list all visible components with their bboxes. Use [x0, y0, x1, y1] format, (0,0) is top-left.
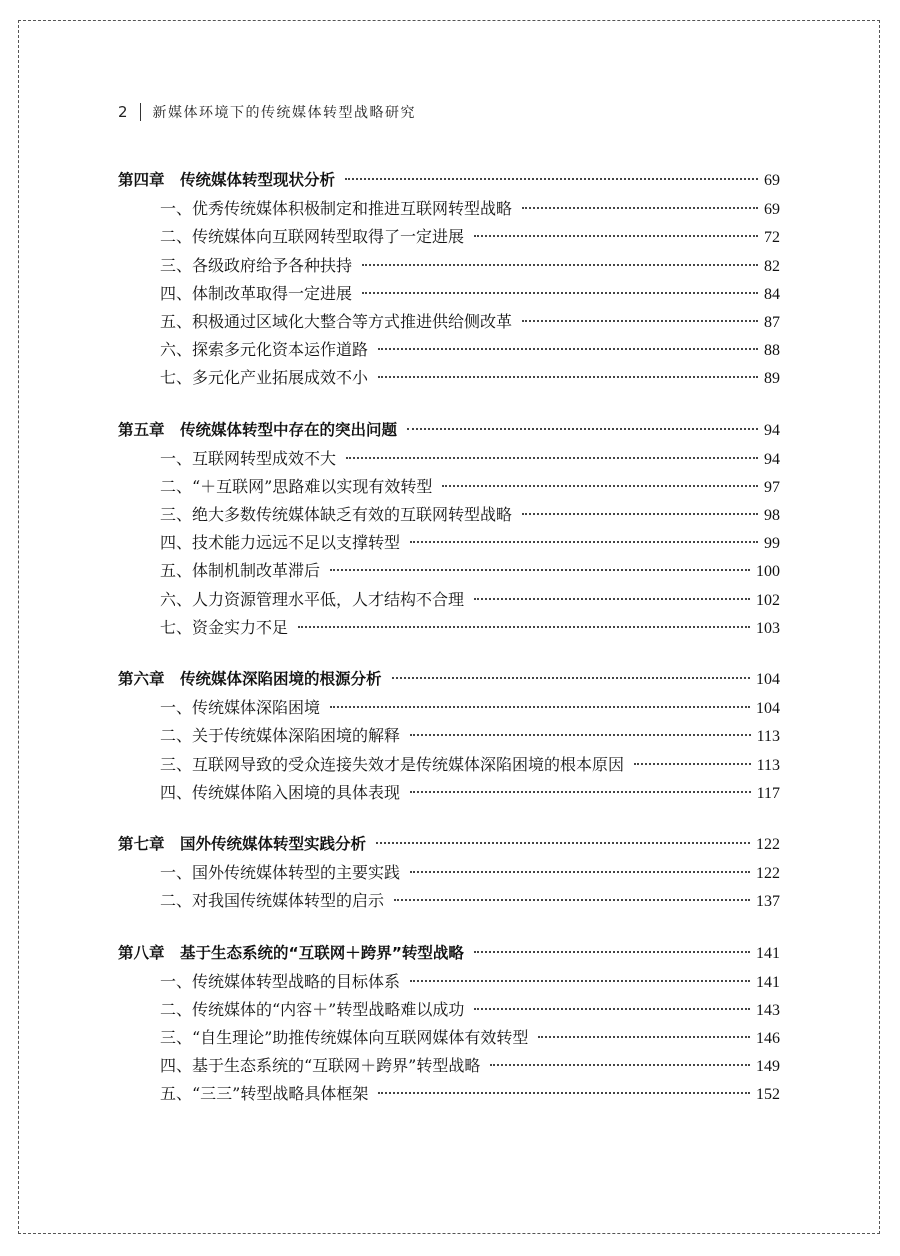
header-divider: [140, 103, 141, 121]
section-title: 一、优秀传统媒体积极制定和推进互联网转型战略: [160, 199, 513, 219]
page-reference: 94: [764, 421, 780, 439]
toc-section-entry: [118, 365, 780, 393]
page-reference: 113: [756, 728, 780, 746]
running-head: [118, 100, 416, 124]
dot-leader: [392, 677, 750, 679]
page-reference: 104: [756, 671, 780, 688]
section-title: 二、传统媒体向互联网转型取得了一定进展: [160, 227, 465, 247]
toc-section-entry: [118, 309, 780, 337]
chapter-title: 第六章 传统媒体深陷困境的根源分析: [118, 670, 382, 688]
section-title: 四、体制改革取得一定进展: [160, 283, 353, 303]
dot-leader: [410, 791, 751, 793]
toc-section-entry: [118, 587, 780, 615]
toc-chapter-block: [118, 832, 780, 917]
page-reference: 72: [764, 229, 780, 247]
toc-section-entry: [118, 615, 780, 643]
dot-leader: [410, 734, 751, 736]
section-title: 五、体制机制改革滞后: [160, 561, 321, 581]
dot-leader: [378, 348, 758, 350]
dot-leader: [330, 706, 750, 708]
dot-leader: [394, 899, 750, 901]
section-title: 二、传统媒体的“内容＋”转型战略难以成功: [160, 999, 465, 1019]
chapter-title: 第七章 国外传统媒体转型实践分析: [118, 834, 367, 853]
dot-leader: [442, 485, 758, 487]
toc-chapter-block: [118, 418, 780, 644]
toc-chapter-entry: [118, 832, 780, 860]
page-reference: 122: [756, 865, 780, 883]
dot-leader: [378, 1092, 750, 1094]
page-reference: 104: [756, 700, 780, 718]
section-title: 二、对我国传统媒体转型的启示: [160, 891, 385, 911]
page-reference: 117: [756, 784, 780, 802]
dot-leader: [346, 457, 758, 459]
dot-leader: [407, 428, 758, 430]
section-title: 一、国外传统媒体转型的主要实践: [160, 863, 401, 883]
dot-leader: [345, 178, 758, 180]
section-title: 二、“＋互联网”思路难以实现有效转型: [160, 476, 433, 496]
page-reference: 143: [756, 1001, 780, 1019]
table-of-contents: [118, 168, 780, 1134]
page-reference: 84: [764, 285, 780, 303]
dot-leader: [538, 1036, 750, 1038]
page-reference: 141: [756, 944, 780, 962]
toc-chapter-block: [118, 168, 780, 394]
page-reference: 88: [764, 342, 780, 360]
page-number: 2: [118, 103, 128, 121]
page-reference: 82: [764, 257, 780, 275]
toc-section-entry: [118, 196, 780, 224]
toc-section-entry: [118, 695, 780, 723]
toc-section-entry: [118, 860, 780, 888]
toc-section-entry: [118, 530, 780, 558]
dot-leader: [362, 292, 758, 294]
page-reference: 98: [764, 507, 780, 525]
dot-leader: [522, 320, 758, 322]
toc-section-entry: [118, 1081, 780, 1109]
section-title: 三、各级政府给予各种扶持: [160, 255, 353, 275]
dot-leader: [376, 842, 750, 844]
dot-leader: [522, 207, 758, 209]
page-reference: 69: [764, 172, 780, 189]
page-reference: 99: [764, 535, 780, 553]
page-reference: 137: [756, 893, 780, 911]
toc-chapter-entry: [118, 667, 780, 695]
section-title: 六、人力资源管理水平低，人才结构不合理: [160, 589, 465, 609]
section-title: 四、传统媒体陷入困境的具体表现: [160, 782, 401, 802]
section-title: 七、资金实力不足: [160, 617, 289, 637]
toc-chapter-entry: [118, 418, 780, 446]
chapter-title: 第八章 基于生态系统的“互联网＋跨界”转型战略: [118, 943, 464, 962]
toc-section-entry: [118, 752, 780, 780]
page-reference: 94: [764, 450, 780, 468]
toc-section-entry: [118, 997, 780, 1025]
dot-leader: [330, 569, 750, 571]
dot-leader: [634, 763, 751, 765]
page-reference: 87: [764, 313, 780, 331]
dot-leader: [298, 626, 750, 628]
toc-section-entry: [118, 281, 780, 309]
page-reference: 97: [764, 478, 780, 496]
toc-section-entry: [118, 1053, 780, 1081]
dot-leader: [474, 951, 750, 953]
section-title: 一、传统媒体转型战略的目标体系: [160, 971, 401, 991]
toc-section-entry: [118, 253, 780, 281]
page-reference: 113: [756, 756, 780, 774]
chapter-title: 第五章 传统媒体转型中存在的突出问题: [118, 420, 398, 439]
book-title: 新媒体环境下的传统媒体转型战略研究: [152, 105, 417, 121]
toc-chapter-block: [118, 941, 780, 1110]
section-title: 二、关于传统媒体深陷困境的解释: [160, 726, 401, 746]
section-title: 五、积极通过区域化大整合等方式推进供给侧改革: [160, 311, 513, 331]
toc-section-entry: [118, 474, 780, 502]
toc-chapter-entry: [118, 941, 780, 969]
page-reference: 152: [756, 1086, 780, 1104]
dot-leader: [410, 871, 750, 873]
section-title: 三、绝大多数传统媒体缺乏有效的互联网转型战略: [160, 505, 513, 525]
toc-section-entry: [118, 224, 780, 252]
toc-section-entry: [118, 337, 780, 365]
toc-section-entry: [118, 446, 780, 474]
section-title: 一、互联网转型成效不大: [160, 448, 337, 468]
page-reference: 103: [756, 619, 780, 637]
page-reference: 141: [756, 973, 780, 991]
toc-section-entry: [118, 723, 780, 751]
section-title: 五、“三三”转型战略具体框架: [160, 1084, 369, 1104]
section-title: 三、“自生理论”助推传统媒体向互联网媒体有效转型: [160, 1028, 529, 1048]
toc-chapter-block: [118, 667, 780, 808]
section-title: 一、传统媒体深陷困境: [160, 698, 321, 718]
chapter-title: 第四章 传统媒体转型现状分析: [118, 171, 336, 189]
section-title: 三、互联网导致的受众连接失效才是传统媒体深陷困境的根本原因: [160, 754, 625, 774]
page-reference: 102: [756, 591, 780, 609]
dot-leader: [474, 1008, 750, 1010]
toc-section-entry: [118, 558, 780, 586]
section-title: 六、探索多元化资本运作道路: [160, 340, 369, 360]
section-title: 七、多元化产业拓展成效不小: [160, 368, 369, 388]
dot-leader: [410, 541, 758, 543]
page-reference: 89: [764, 370, 780, 388]
page-reference: 122: [756, 835, 780, 853]
section-title: 四、基于生态系统的“互联网＋跨界”转型战略: [160, 1056, 481, 1076]
toc-section-entry: [118, 780, 780, 808]
dot-leader: [490, 1064, 750, 1066]
toc-section-entry: [118, 888, 780, 916]
page-reference: 100: [756, 563, 780, 581]
toc-section-entry: [118, 969, 780, 997]
dot-leader: [474, 235, 758, 237]
toc-section-entry: [118, 1025, 780, 1053]
page-reference: 146: [756, 1030, 780, 1048]
toc-chapter-entry: [118, 168, 780, 196]
page-reference: 69: [764, 201, 780, 219]
dot-leader: [410, 980, 750, 982]
dot-leader: [474, 598, 750, 600]
dot-leader: [362, 264, 758, 266]
dot-leader: [522, 513, 758, 515]
page-reference: 149: [756, 1058, 780, 1076]
section-title: 四、技术能力远远不足以支撑转型: [160, 533, 401, 553]
toc-section-entry: [118, 502, 780, 530]
dot-leader: [378, 376, 758, 378]
